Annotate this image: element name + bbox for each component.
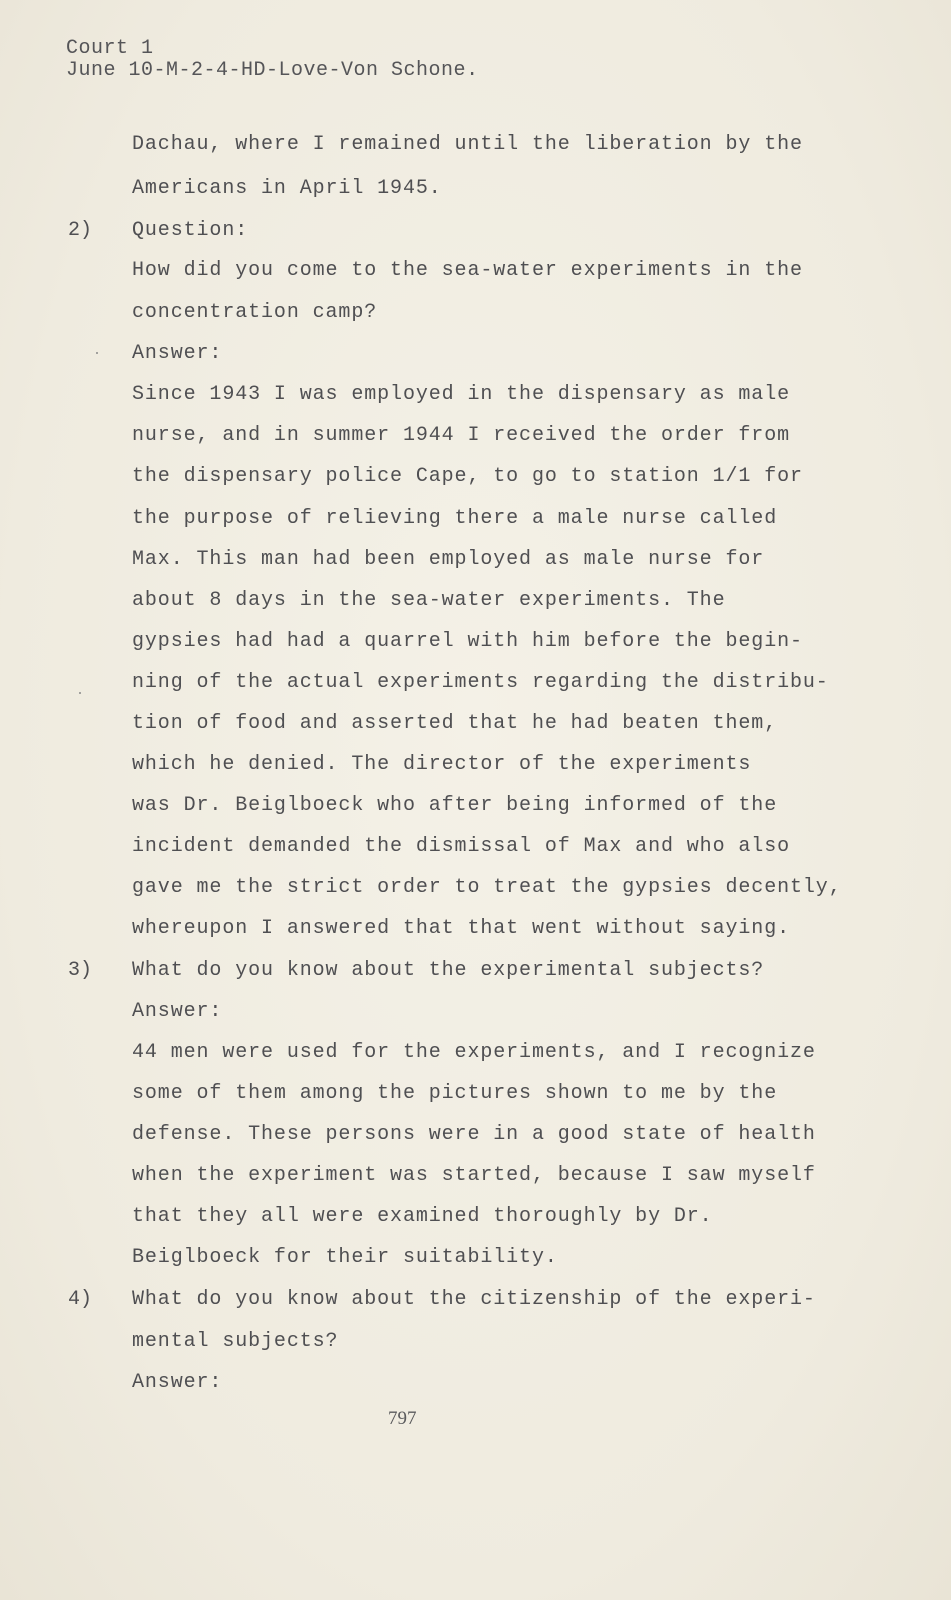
document-reference: June 10-M-2-4-HD-Love-Von Schone. (66, 59, 479, 82)
paper-speck (96, 352, 98, 354)
text-line: 44 men were used for the experiments, and I recognize (132, 1041, 816, 1064)
answer-label: Answer: (132, 1000, 223, 1023)
court-header (66, 38, 479, 82)
text-line: that they all were examined thoroughly by Dr. (132, 1205, 713, 1228)
text-line: mental subjects? (132, 1330, 339, 1353)
text-line: nurse, and in summer 1944 I received the order from (132, 424, 790, 447)
text-line: Beiglboeck for their suitability. (132, 1246, 558, 1269)
question-label: Question: (132, 219, 249, 242)
text-line: about 8 days in the sea-water experiments. The (132, 589, 726, 612)
question-number: 3) (68, 959, 93, 982)
text-line: gypsies had had a quarrel with him before the begin- (132, 630, 803, 653)
question-number: 2) (68, 219, 93, 242)
court-label: Court 1 (66, 37, 154, 60)
question-text: What do you know about the citizenship of the experi- (132, 1288, 816, 1311)
text-line: whereupon I answered that that went without saying. (132, 917, 790, 940)
page-number: 797 (388, 1408, 417, 1429)
paper-speck (79, 692, 81, 694)
text-line: ning of the actual experiments regarding the distribu- (132, 671, 829, 694)
text-line: was Dr. Beiglboeck who after being informed of the (132, 794, 778, 817)
text-line: the purpose of relieving there a male nurse called (132, 507, 778, 530)
text-line: gave me the strict order to treat the gypsies decently, (132, 876, 842, 899)
text-line: Max. This man had been employed as male nurse for (132, 548, 765, 571)
question-text: What do you know about the experimental subjects? (132, 959, 765, 982)
text-line: How did you come to the sea-water experiments in the (132, 259, 803, 282)
text-line: the dispensary police Cape, to go to station 1/1 for (132, 465, 803, 488)
text-line: some of them among the pictures shown to me by the (132, 1082, 778, 1105)
answer-label: Answer: (132, 342, 223, 365)
text-line: Americans in April 1945. (132, 177, 442, 200)
text-line: defense. These persons were in a good state of health (132, 1123, 816, 1146)
text-line: concentration camp? (132, 301, 378, 324)
text-line: Since 1943 I was employed in the dispensary as male (132, 383, 790, 406)
text-line: which he denied. The director of the experiments (132, 753, 752, 776)
text-line: when the experiment was started, because I saw myself (132, 1164, 816, 1187)
question-number: 4) (68, 1288, 93, 1311)
text-line: tion of food and asserted that he had beaten them, (132, 712, 778, 735)
answer-label: Answer: (132, 1371, 223, 1394)
text-line: Dachau, where I remained until the liberation by the (132, 133, 803, 156)
text-line: incident demanded the dismissal of Max and who also (132, 835, 790, 858)
